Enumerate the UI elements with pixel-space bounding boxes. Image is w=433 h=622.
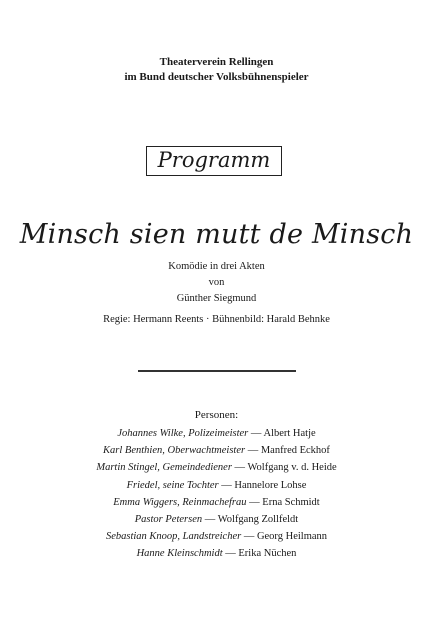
cast-row	[0, 425, 433, 442]
play-credits: Regie: Hermann Reents · Bühnenbild: Harald Behnke	[103, 314, 330, 325]
cast-actor: Wolfgang Zollfeldt	[217, 513, 299, 525]
organization-affiliation: im Bund deutscher Volksbühnenspieler	[124, 71, 309, 83]
cast-role: Johannes Wilke, Polizeimeister	[117, 428, 249, 439]
play-by: von	[208, 277, 225, 288]
cast-actor: Georg Heilmann	[256, 531, 328, 543]
cast-role: Sebastian Knoop, Landstreicher	[105, 531, 242, 543]
cast-row	[0, 545, 433, 562]
cast-actor: Hannelore Lohse	[234, 479, 307, 491]
cast-separator: —	[231, 462, 248, 474]
cast-role: Hanne Kleinschmidt	[136, 548, 223, 560]
cast-separator: —	[241, 531, 257, 543]
cast-role: Martin Stingel, Gemeindediener	[96, 462, 232, 474]
cast-role: Karl Benthien, Oberwachtmeister	[103, 445, 246, 457]
cast-row	[0, 494, 433, 511]
cast-actor: Manfred Eckhof	[260, 445, 330, 457]
cast-row	[0, 442, 433, 459]
cast-separator: —	[202, 513, 218, 525]
cast-list	[0, 425, 433, 563]
play-author: Günther Siegmund	[176, 293, 257, 304]
cast-actor: Erna Schmidt	[262, 496, 320, 508]
play-title: Minsch sien mutt de Minsch	[19, 219, 414, 250]
organization-name: Theaterverein Rellingen	[159, 56, 274, 68]
divider-rule	[138, 370, 296, 372]
play-genre: Komödie in drei Akten	[168, 261, 265, 272]
cast-row	[0, 511, 433, 528]
cast-row	[0, 528, 433, 545]
cast-separator: —	[246, 496, 263, 508]
program-label: Programm	[157, 148, 271, 172]
cast-actor: Wolfgang v. d. Heide	[247, 462, 337, 474]
cast-role: Friedel, seine Tochter	[126, 479, 219, 491]
cast-heading: Personen:	[194, 409, 239, 421]
cast-separator: —	[218, 479, 235, 491]
cast-role: Emma Wiggers, Reinmachefrau	[113, 496, 247, 508]
cast-separator: —	[245, 445, 261, 457]
program-label-box	[146, 146, 282, 176]
cast-actor: Albert Hatje	[263, 428, 316, 439]
cast-separator: —	[248, 428, 264, 439]
cast-row	[0, 459, 433, 476]
cast-row	[0, 477, 433, 494]
cast-separator: —	[222, 548, 239, 560]
cast-role: Pastor Petersen	[134, 513, 203, 525]
cast-actor: Erika Nüchen	[238, 548, 297, 560]
